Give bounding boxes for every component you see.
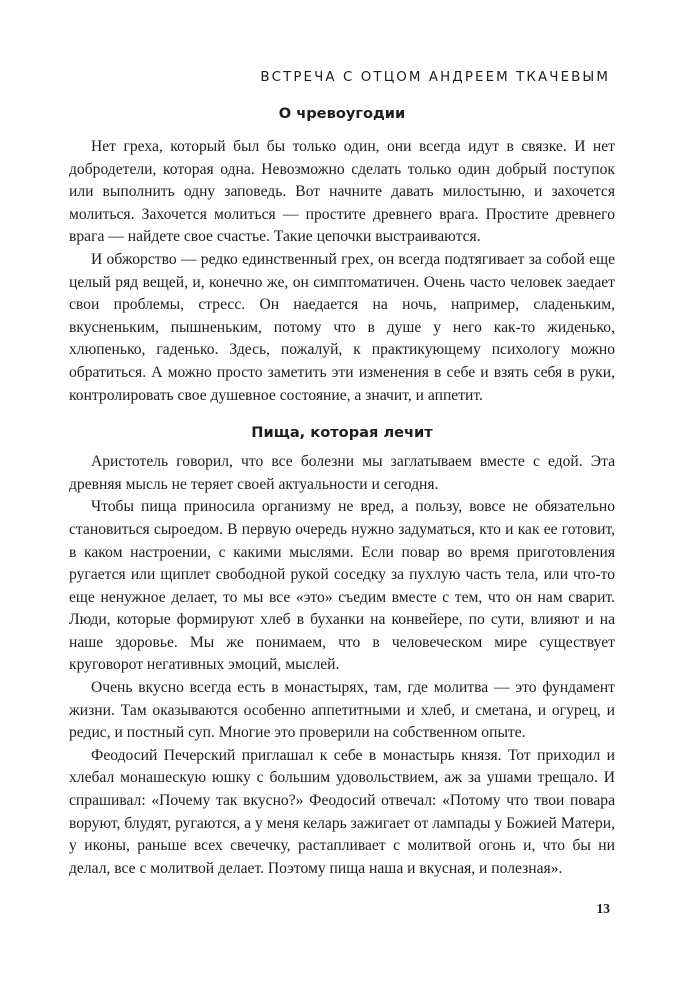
section-title: Пища, которая лечит bbox=[251, 424, 433, 442]
paragraph: Феодосий Печерский приглашал к себе в монастырь князя. Тот приходил и хлебал монашескую юшку с большим удовольствием, аж за ушами трещало. И спрашивал: «Почему так вкусно?» Феодосий отвечал: «Потому что твои повара воруют, блудят, ругаются, а у меня келарь зажигает от лампады у Божией Матери, у иконы, раньше всех свечечку, растапливает с молитвой огонь и, что бы ни делал, все с молитвой делает. Поэтому пища наша и вкусная, и полезная». bbox=[69, 746, 615, 877]
paragraph: Аристотель говорил, что все болезни мы заглатываем вместе с едой. Эта древняя мысль не теряет своей актуальности и сегодня. bbox=[69, 453, 615, 493]
paragraph: Нет греха, который был бы только один, они всегда идут в связке. И нет добродетели, которая одна. Невозможно сделать только один добрый поступок или выполнить одну заповедь. Вот начните давать милостыню, и захочется молиться. Захочется молиться — простите древнего врага. Простите древнего врага — найдете свое счастье. Такие цепочки выстраиваются. bbox=[69, 138, 615, 246]
paragraph: Очень вкусно всегда есть в монастырях, там, где молитва — это фундамент жизни. Там оказываются особенно аппетитными и хлеб, и сметана, и огурец, и редис, и постный суп. Многие это проверили на собственном опыте. bbox=[69, 679, 615, 742]
text-column bbox=[69, 100, 615, 880]
section-title: О чревоугодии bbox=[278, 105, 406, 122]
paragraph: Чтобы пища приносила организму не вред, а пользу, вовсе не обязательно становиться сыроедом. В первую очередь нужно задуматься, кто и как ее готовит, в каком настроении, с какими мыслями. Если повар во время приготовления ругается или щиплет свободной рукой соседку за пухлую часть тела, или что-то еще ненужное делает, то мы все «это» съедим вместе с тем, что он нам сварит. Люди, которые формируют хлеб в буханки на конвейере, по сути, влияют и на наше здоровье. Мы же понимаем, что в человеческом мире существует круговорот негативных эмоций, мыслей. bbox=[69, 498, 615, 674]
running-header: ВСТРЕЧА С ОТЦОМ АНДРЕЕМ ТКАЧЕВЫМ bbox=[260, 70, 610, 85]
paragraph: И обжорство — редко единственный грех, он всегда подтягивает за собой еще целый ряд вещей, и, конечно же, он симптоматичен. Очень часто человек заедает свои проблемы, стресс. Он наедается на ночь, например, сладеньким, вкусненьким, пышненьким, потому что в душе у него как-то жиденько, хлюпенько, гаденько. Здесь, пожалуй, к практикующему психологу можно обратиться. А можно просто заметить эти изменения в себе и взять себя в руки, контролировать свое душевное состояние, а значит, и аппетит. bbox=[69, 250, 615, 404]
page-number: 13 bbox=[596, 901, 610, 916]
